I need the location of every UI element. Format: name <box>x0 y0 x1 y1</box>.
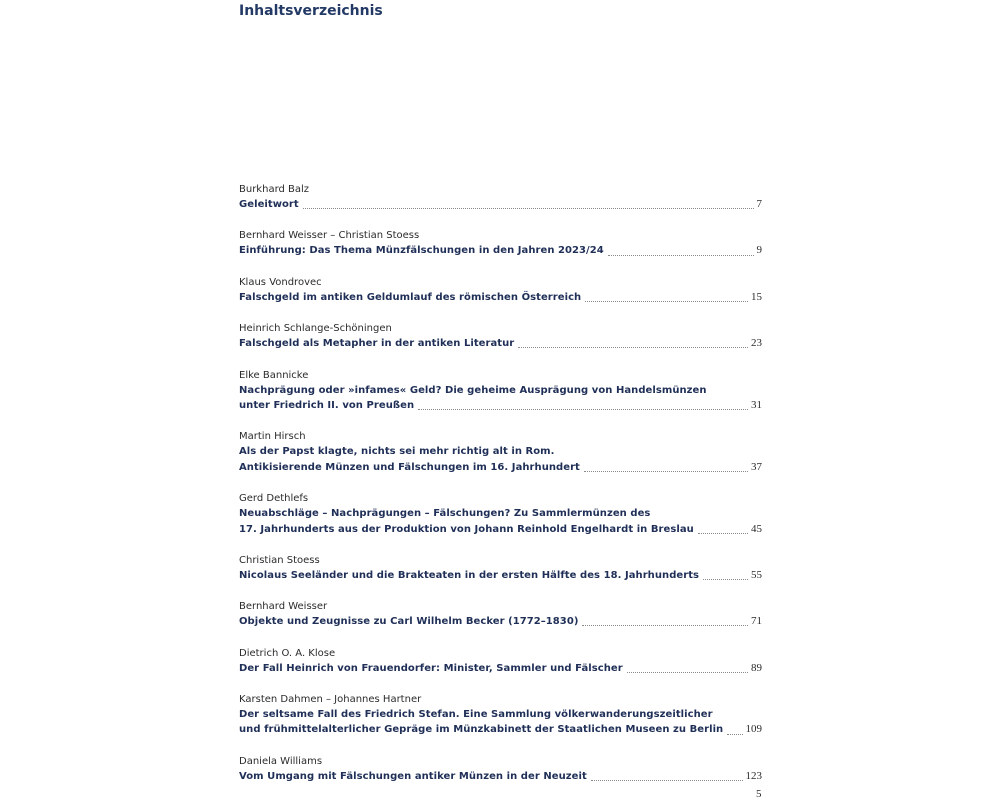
entry-title-line <box>239 398 762 413</box>
entry-title[interactable]: Der Fall Heinrich von Frauendorfer: Minister, Sammler und Fälscher <box>239 662 623 674</box>
entry-title-line <box>239 460 762 475</box>
entry-title[interactable]: Falschgeld im antiken Geldumlauf des römischen Österreich <box>239 291 582 303</box>
entry-page-number: 7 <box>756 198 762 210</box>
dot-leader <box>303 208 754 209</box>
toc-entry[interactable] <box>239 321 762 351</box>
entry-page-number: 31 <box>751 398 762 411</box>
entry-title-line <box>239 506 762 521</box>
entry-page-number: 55 <box>751 568 762 581</box>
entry-author: Karsten Dahmen – Johannes Hartner <box>239 694 422 706</box>
entry-title-line <box>239 661 762 676</box>
entry-title-continued[interactable]: unter Friedrich II. von Preußen <box>239 399 415 411</box>
toc-entry[interactable] <box>239 553 762 583</box>
entry-author: Martin Hirsch <box>239 431 306 443</box>
entry-title[interactable]: Einführung: Das Thema Münzfälschungen in den Jahren 2023/24 <box>239 245 604 257</box>
toc-entry[interactable] <box>239 182 762 212</box>
entry-title[interactable]: Neuabschläge – Nachprägungen – Fälschungen? Zu Sammlermünzen des <box>239 508 651 520</box>
dot-leader <box>585 301 748 302</box>
entry-title-line <box>239 197 762 212</box>
entry-page-number: 109 <box>745 723 762 736</box>
entry-title-line <box>239 707 762 722</box>
dot-leader <box>418 409 748 410</box>
toc-entry[interactable] <box>239 275 762 305</box>
entry-title-line <box>239 383 762 398</box>
entry-page-number: 9 <box>756 244 762 257</box>
toc-entry[interactable] <box>239 754 762 784</box>
entry-author: Gerd Dethlefs <box>239 493 309 505</box>
entry-title-line <box>239 614 762 629</box>
entry-author: Daniela Williams <box>239 755 323 767</box>
entry-title-continued[interactable]: 17. Jahrhunderts aus der Produktion von Johann Reinhold Engelhardt in Breslau <box>239 523 694 535</box>
entry-author: Bernhard Weisser – Christian Stoess <box>239 230 420 242</box>
entry-title-line <box>239 336 762 351</box>
dot-leader <box>518 347 748 348</box>
page-heading: Inhaltsverzeichnis <box>239 3 383 19</box>
dot-leader <box>703 579 748 580</box>
entry-title[interactable]: Nicolaus Seeländer und die Brakteaten in der ersten Hälfte des 18. Jahrhunderts <box>239 569 700 581</box>
entry-title[interactable]: Falschgeld als Metapher in der antiken Literatur <box>239 338 515 350</box>
entry-title[interactable]: Vom Umgang mit Fälschungen antiker Münzen in der Neuzeit <box>239 770 587 782</box>
toc-entry[interactable] <box>239 368 762 414</box>
entry-author: Bernhard Weisser <box>239 601 328 613</box>
entry-page-number: 15 <box>751 290 762 303</box>
toc-entry[interactable] <box>239 491 762 537</box>
entry-title[interactable]: Geleitwort <box>239 199 299 210</box>
entry-author: Klaus Vondrovec <box>239 276 322 288</box>
entry-page-number: 37 <box>751 460 762 473</box>
entry-title-line <box>239 444 762 459</box>
dot-leader <box>698 533 748 534</box>
entry-title-line <box>239 522 762 537</box>
toc-entry[interactable] <box>239 646 762 676</box>
entry-author: Heinrich Schlange-Schöningen <box>239 323 392 335</box>
toc-entry[interactable] <box>239 429 762 475</box>
toc-entry[interactable] <box>239 692 762 738</box>
entry-page-number: 89 <box>751 661 762 674</box>
entry-author: Christian Stoess <box>239 554 320 566</box>
dot-leader <box>608 255 754 256</box>
entry-page-number: 123 <box>745 769 762 782</box>
table-of-contents <box>239 182 762 784</box>
entry-title-line <box>239 568 762 583</box>
dot-leader <box>591 780 743 781</box>
entry-title-line <box>239 243 762 258</box>
entry-title-continued[interactable]: und frühmittelalterlicher Gepräge im Münzkabinett der Staatlichen Museen zu Berlin <box>239 724 724 736</box>
entry-author: Burkhard Balz <box>239 184 310 195</box>
toc-entry[interactable] <box>239 599 762 629</box>
entry-page-number: 23 <box>751 337 762 350</box>
entry-title[interactable]: Nachprägung oder »infames« Geld? Die geheime Ausprägung von Handelsmünzen <box>239 384 707 396</box>
dot-leader <box>584 471 748 472</box>
entry-title-line <box>239 769 762 784</box>
entry-author: Elke Bannicke <box>239 369 309 381</box>
toc-entry[interactable] <box>239 228 762 258</box>
dot-leader <box>627 672 748 673</box>
entry-page-number: 45 <box>751 522 762 535</box>
dot-leader <box>727 734 742 735</box>
entry-title[interactable]: Der seltsame Fall des Friedrich Stefan. Eine Sammlung völkerwanderungszeitlicher <box>239 709 713 721</box>
entry-author: Dietrich O. A. Klose <box>239 647 336 659</box>
entry-title[interactable]: Als der Papst klagte, nichts sei mehr richtig alt in Rom. <box>239 446 555 458</box>
entry-title-line <box>239 722 762 737</box>
page-folio: 5 <box>756 788 762 800</box>
entry-title[interactable]: Objekte und Zeugnisse zu Carl Wilhelm Becker (1772–1830) <box>239 616 579 628</box>
entry-title-continued[interactable]: Antikisierende Münzen und Fälschungen im 16. Jahrhundert <box>239 461 580 473</box>
dot-leader <box>582 625 748 626</box>
entry-title-line <box>239 290 762 305</box>
entry-page-number: 71 <box>751 615 762 628</box>
